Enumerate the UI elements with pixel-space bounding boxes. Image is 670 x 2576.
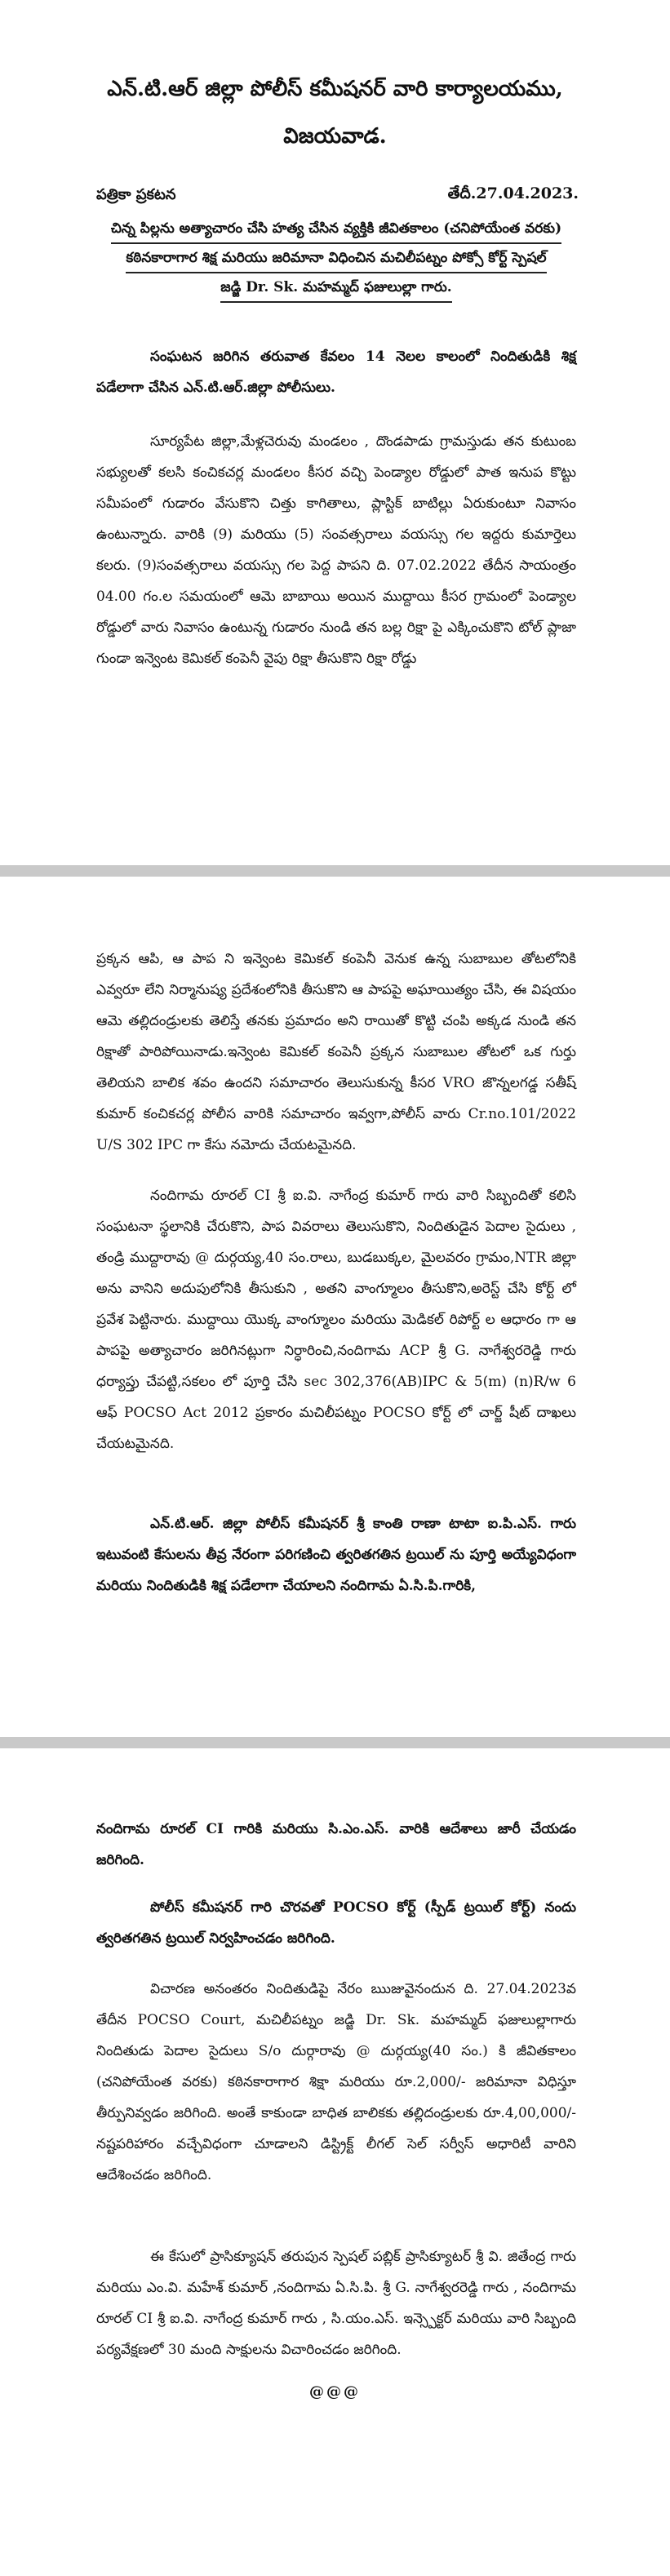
document-page-2 xyxy=(0,877,670,1737)
press-release-label: పత్రికా ప్రకటన xyxy=(96,186,176,203)
subject-line-2 xyxy=(96,245,576,273)
body-paragraph-3: ఎన్.టి.ఆర్. జిల్లా పోలీస్ కమీషనర్ శ్రీ కాంతి రాణా టాటా ఐ.పి.ఎస్. గారు ఇటువంటి కేసులను తీవ్ర నేరంగా పరిగణించి త్వరితగతిన ట్రయిల్ ను పూర్తి అయ్యేవిధంగా మరియు నిందితుడికి శిక్ష పడేలాగా చేయాలని నందిగామ ఏ.సి.పి.గారికి, xyxy=(96,1516,576,1594)
subject-line-3 xyxy=(96,274,576,303)
document-page-1 xyxy=(0,0,670,865)
subject-text-3: జడ్జి Dr. Sk. మహమ్మద్ ఫజులుల్లా గారు. xyxy=(220,274,451,303)
closing-mark: @@@ xyxy=(309,2383,361,2401)
body-paragraph-5: విచారణ అనంతరం నిందితుడిపై నేరం ఋజువైనందున ది. 27.04.2023వ తేదీన POCSO Court, మచిలీపట్నం జడ్జి Dr. Sk. మహమ్మద్ ఫజులుల్లాగారు నిందితుడు పెదాల సైదులు S/o దుర్గారావు @ దుర్గయ్య(40 సం.) కి జీవితకాలం (చనిపోయేంత వరకు) కఠినకారాగార శిక్షా మరియు రూ.2,000/- జరిమానా విధిస్తూ తీర్పునివ్వడం జరిగింది. అంతే కాకుండా బాధిత బాలికకు తల్లిదండ్రులకు రూ.4,00,000/- నష్టపరిహారం వచ్చేవిధంగా చూడాలని డిస్ట్రిక్ట్ లీగల్ సెల్ సర్వీస్ అధారిటీ వారిని ఆదేశించడం జరిగింది. xyxy=(96,1981,576,2183)
subject-text-1: చిన్న పిల్లను అత్యాచారం చేసి హత్య చేసిన వ్యక్తికి జీవితకాలం (చనిపోయేంత వరకు) xyxy=(111,215,561,244)
body-paragraph-4: పోలీస్ కమీషనర్ గారి చొరవతో POCSO కోర్ట్ (స్పీడ్ ట్రయిల్ కోర్ట్) నందు త్వరితగతిన ట్రయిల్ నిర్వహించడం జరిగింది. xyxy=(96,1899,576,1947)
body-paragraph-6: ఈ కేసులో ప్రాసిక్యూషన్ తరుపున స్పెషల్ పబ్లిక్ ప్రాసిక్యూటర్ శ్రీ వి. జితేంద్ర గారు మరియు ఎం.వి. మహేశ్ కుమార్ ,నందిగామ ఏ.సి.పి. శ్రీ G. నాగేశ్వరరెడ్డి గారు , నందిగామ రూరల్ CI శ్రీ ఐ.వి. నాగేంద్ర కుమార్ గారు , సి.యం.ఎస్. ఇన్స్పెక్టర్ మరియు వారి సిబ్బంది పర్యవేక్షణలో 30 మంది సాక్షులను విచారించడం జరిగింది. xyxy=(96,2249,576,2358)
office-city: విజయవాడ. xyxy=(283,124,387,149)
intro-paragraph: సంఘటన జరిగిన తరువాత కేవలం 14 నెలల కాలంలో నిందితుడికి శిక్ష పడేలాగా చేసిన ఎన్.టి.ఆర్.జిల్లా పోలీసులు. xyxy=(96,349,576,396)
subject-line-1 xyxy=(96,215,576,244)
release-date: తేదీ.27.04.2023. xyxy=(447,184,579,202)
body-paragraph-2: నందిగామ రూరల్ CI శ్రీ ఐ.వి. నాగేంద్ర కుమార్ గారు వారి సిబ్బందితో కలిసి సంఘటనా స్థలానికి చేరుకొని, పాప వివరాలు తెలుసుకొని, నిందితుడైన పెదాల సైదులు , తండ్రి ముద్దారావు @ దుర్గయ్య,40 సం.రాలు, బుడబుక్కల, మైలవరం గ్రామం,NTR జిల్లా అను వానిని అదుపులోనికి తీసుకుని , అతని వాంగ్మూలం తీసుకొని,అరెస్ట్ చేసి కోర్ట్ లో ప్రవేశ పెట్టినారు. ముద్దాయి యొక్క వాంగ్మూలం మరియు మెడికల్ రిపోర్ట్ ల ఆధారం గా ఆ పాపపై అత్యాచారం జరిగినట్లుగా నిర్ధారించి,నందిగామ ACP శ్రీ G. నాగేశ్వరరెడ్డి గారు ధర్యాప్తు చేపట్టి,సకలం లో పూర్తి చేసి sec 302,376(AB)IPC & 5(m) (n)R/w 6 ఆఫ్ POCSO Act 2012 ప్రకారం మచిలీపట్నం POCSO కోర్ట్ లో చార్జ్ షీట్ దాఖలు చేయటమైనది. xyxy=(96,1188,576,1452)
office-title: ఎన్.టి.ఆర్ జిల్లా పోలీస్ కమీషనర్ వారి కార్యాలయము, xyxy=(107,77,563,101)
subject-text-2: కఠినకారాగార శిక్ష మరియు జరిమానా విధించిన మచిలీపట్నం పోక్సో కోర్ట్ స్పెషల్ xyxy=(126,245,546,273)
body-paragraph-3-continued: నందిగామ రూరల్ CI గారికి మరియు సి.ఎం.ఎస్. వారికి ఆదేశాలు జారీ చేయడం జరిగింది. xyxy=(96,1821,576,1868)
body-paragraph-1: సూర్యపేట జిల్లా,మేళ్లచెరువు మండలం , దొండపాడు గ్రామస్తుడు తన కుటుంబ సభ్యులతో కలసి కంచికచర్ల మండలం కీసర వచ్చి పెండ్యాల రోడ్డులో పాత ఇనుప కొట్టు సమీపంలో గుడారం వేసుకొని చిత్తు కాగితాలు, ప్లాస్టిక్ బాటిల్లు ఏరుకుంటూ నివాసం ఉంటున్నారు. వారికి (9) మరియు (5) సంవత్సరాలు వయస్సు గల ఇద్దరు కుమార్తెలు కలరు. (9)సంవత్సరాలు వయస్సు గల పెద్ద పాపని ది. 07.02.2022 తేదీన సాయంత్రం 04.00 గం.ల సమయంలో ఆమె బాబాయి అయిన ముద్దాయి కీసర గ్రామంలో పెండ్యాల రోడ్డులో వారు నివాసం ఉంటున్న గుడారం నుండి తన బల్ల రిక్షా పై ఎక్కించుకొని టోల్ ప్లాజా గుండా ఇన్వెంట కెమికల్ కంపెనీ వైపు రిక్షా తీసుకొని రిక్షా రోడ్డు xyxy=(96,433,576,667)
body-paragraph-1-continued: ప్రక్కన ఆపి, ఆ పాప ని ఇన్వెంట కెమికల్ కంపెనీ వెనుక ఉన్న సుబాబుల తోటలోనికి ఎవ్వరూ లేని నిర్మానుష్య ప్రదేశంలోనికి తీసుకొని ఆ పాపపై అఘాయిత్యం చేసి, ఈ విషయం ఆమె తల్లిదండ్రులకు తెలిస్తే తనకు ప్రమాదం అని రాయితో కొట్టి చంపి అక్కడ నుండి తన రిక్షాతో పారిపోయినాడు.ఇన్వెంట కెమికల్ కంపెనీ ప్రక్కన సుబాబుల తోటలో ఒక గుర్తు తెలియని బాలిక శవం ఉందని సమాచారం తెలుసుకున్న కీసర VRO జొన్నలగడ్డ సతీష్ కుమార్ కంచికచర్ల పోలీస వారికి సమాచారం ఇవ్వగా,పోలీస్ వారు Cr.no.101/2022 U/S 302 IPC గా కేసు నమోదు చేయటమైనది. xyxy=(96,951,576,1153)
document-page-3 xyxy=(0,1748,670,2576)
